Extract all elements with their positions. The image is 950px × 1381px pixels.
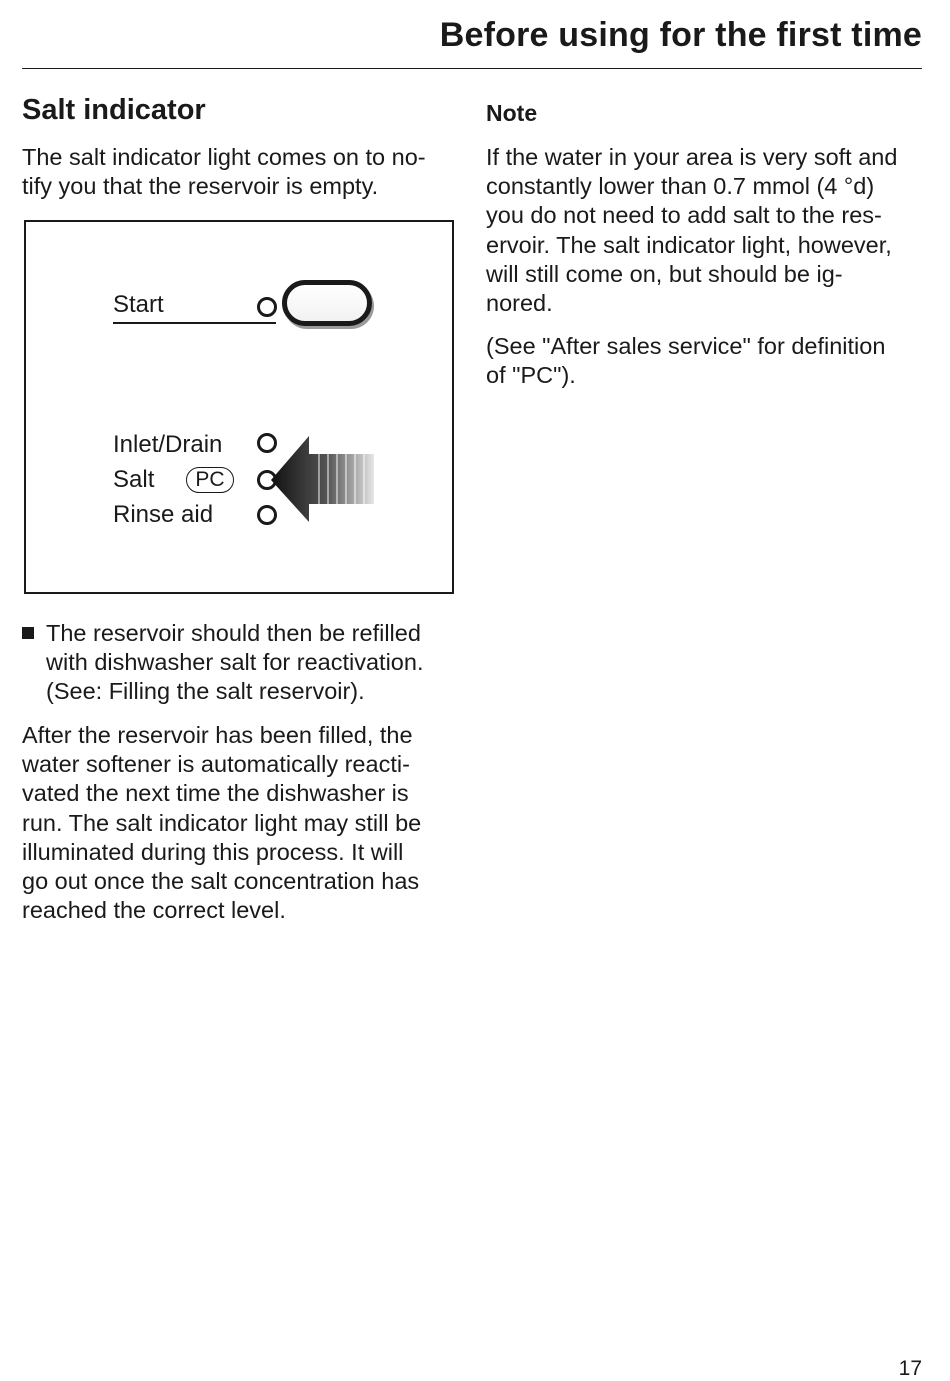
intro-line: tify you that the reservoir is empty.	[22, 173, 379, 200]
note-line: will still come on, but should be ig-	[486, 260, 843, 287]
note-heading: Note	[486, 100, 538, 126]
after-fill-paragraph	[22, 721, 421, 925]
start-underline	[113, 322, 276, 324]
inlet-drain-label: Inlet/Drain	[113, 431, 223, 458]
after-fill-line: illuminated during this process. It will	[22, 838, 404, 865]
bullet-line: The reservoir should then be refilled	[46, 620, 421, 646]
page-header-title: Before using for the first time	[439, 16, 922, 54]
after-fill-line: water softener is automatically reacti-	[22, 751, 410, 778]
bullet-square	[22, 627, 34, 639]
note-body	[486, 143, 897, 318]
header-rule	[22, 68, 922, 69]
note-ref-line: (See "After sales service" for definition	[486, 333, 886, 359]
note-line: nored.	[486, 290, 553, 317]
start-label: Start	[113, 291, 164, 318]
page-number: 17	[898, 1357, 922, 1380]
pointer-arrow-icon	[271, 434, 381, 524]
pc-badge: PC	[186, 467, 234, 493]
after-fill-line: reached the correct level.	[22, 897, 286, 924]
after-fill-line: After the reservoir has been filled, the	[22, 722, 413, 748]
bullet-line: (See: Filling the salt reservoir).	[46, 678, 365, 705]
start-indicator-lamp	[257, 297, 277, 317]
bullet-text	[46, 619, 423, 707]
section-heading: Salt indicator	[22, 94, 206, 126]
after-fill-line: run. The salt indicator light may still be	[22, 809, 422, 836]
rinse-aid-label: Rinse aid	[113, 501, 214, 528]
intro-line: The salt indicator light comes on to no-	[22, 144, 426, 170]
bullet-line: with dishwasher salt for reactivation.	[46, 649, 424, 676]
intro-paragraph	[22, 143, 426, 201]
note-line: If the water in your area is very soft and	[486, 144, 898, 170]
note-line: constantly lower than 0.7 mmol (4 °d)	[486, 173, 875, 200]
note-line: ervoir. The salt indicator light, however,	[486, 231, 892, 258]
after-fill-line: vated the next time the dishwasher is	[22, 780, 409, 807]
salt-label: Salt	[113, 466, 155, 493]
note-reference	[486, 332, 885, 390]
control-panel-illustration	[24, 220, 454, 594]
after-fill-line: go out once the salt concentration has	[22, 868, 420, 895]
note-ref-line: of "PC").	[486, 362, 576, 389]
start-button	[282, 280, 372, 326]
note-line: you do not need to add salt to the res-	[486, 202, 882, 229]
